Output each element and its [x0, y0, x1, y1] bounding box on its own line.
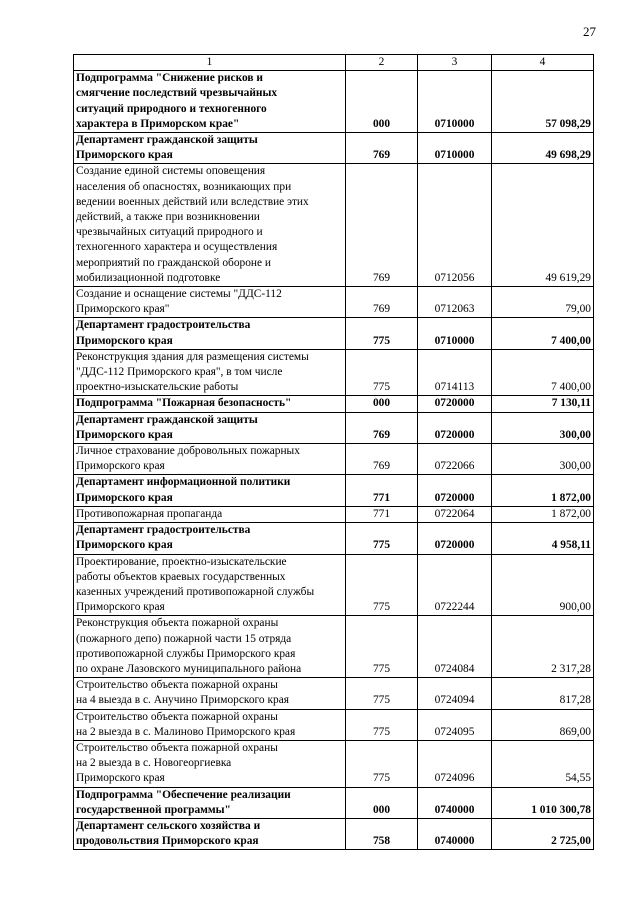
table-header-row — [74, 55, 594, 71]
table-row — [74, 287, 594, 318]
table-row — [74, 787, 594, 818]
row-amount: 57 098,29 — [492, 71, 594, 133]
table-row — [74, 412, 594, 443]
row-department-code: 000 — [346, 787, 418, 818]
row-description: Подпрограмма "Обеспечение реализации государственной программы" — [74, 787, 346, 818]
row-description: Реконструкция объекта пожарной охраны (пожарного депо) пожарной части 15 отряда противопожарной службы Приморского края по охране Лазовского муниципального района — [74, 616, 346, 678]
table-row — [74, 444, 594, 475]
row-description: Строительство объекта пожарной охраны на 4 выезда в с. Анучино Приморского края — [74, 678, 346, 709]
row-amount: 79,00 — [492, 287, 594, 318]
row-description: Проектирование, проектно-изыскательские работы объектов краевых государственных казенных учреждений противопожарной службы Приморского края — [74, 554, 346, 616]
row-department-code: 775 — [346, 554, 418, 616]
row-department-code: 775 — [346, 616, 418, 678]
header-col-3: 3 — [418, 55, 492, 71]
row-amount: 7 130,11 — [492, 396, 594, 412]
row-target-code: 0710000 — [418, 318, 492, 349]
table-row — [74, 678, 594, 709]
row-target-code: 0724095 — [418, 709, 492, 740]
row-amount: 300,00 — [492, 412, 594, 443]
row-amount: 869,00 — [492, 709, 594, 740]
row-description: Создание единой системы оповещения населения об опасностях, возникающих при ведении военных действий или вследствие этих действий, а также при возникновении чрезвычайных ситуаций природного и техногенного характера и осуществления мероприятий по гражданской обороне и мобилизационной подготовке — [74, 164, 346, 287]
row-target-code: 0720000 — [418, 523, 492, 554]
row-department-code: 000 — [346, 396, 418, 412]
table-row — [74, 523, 594, 554]
row-description: Департамент сельского хозяйства и продовольствия Приморского края — [74, 818, 346, 849]
row-department-code: 769 — [346, 444, 418, 475]
table-row — [74, 554, 594, 616]
budget-table — [73, 54, 594, 850]
table-row — [74, 71, 594, 133]
row-department-code: 769 — [346, 133, 418, 164]
row-amount: 49 698,29 — [492, 133, 594, 164]
row-target-code: 0724096 — [418, 740, 492, 787]
row-target-code: 0722244 — [418, 554, 492, 616]
row-amount: 7 400,00 — [492, 349, 594, 396]
row-description: Подпрограмма "Снижение рисков и смягчение последствий чрезвычайных ситуаций природного и техногенного характера в Приморском крае" — [74, 71, 346, 133]
table-row — [74, 349, 594, 396]
table-row — [74, 396, 594, 412]
row-department-code: 758 — [346, 818, 418, 849]
row-amount: 4 958,11 — [492, 523, 594, 554]
row-department-code: 775 — [346, 349, 418, 396]
table-row — [74, 164, 594, 287]
row-target-code: 0720000 — [418, 412, 492, 443]
table-row — [74, 740, 594, 787]
row-amount: 300,00 — [492, 444, 594, 475]
header-col-2: 2 — [346, 55, 418, 71]
row-department-code: 769 — [346, 164, 418, 287]
row-target-code: 0712056 — [418, 164, 492, 287]
table-row — [74, 709, 594, 740]
header-col-1: 1 — [74, 55, 346, 71]
row-description: Департамент градостроительства Приморского края — [74, 318, 346, 349]
row-amount: 1 872,00 — [492, 475, 594, 506]
row-amount: 817,28 — [492, 678, 594, 709]
table-row — [74, 133, 594, 164]
row-description: Строительство объекта пожарной охраны на 2 выезда в с. Новогеоргиевка Приморского края — [74, 740, 346, 787]
row-department-code: 769 — [346, 287, 418, 318]
row-department-code: 775 — [346, 740, 418, 787]
row-target-code: 0720000 — [418, 396, 492, 412]
row-amount: 54,55 — [492, 740, 594, 787]
row-target-code: 0740000 — [418, 787, 492, 818]
row-description: Реконструкция здания для размещения системы "ДДС-112 Приморского края", в том числе проектно-изыскательские работы — [74, 349, 346, 396]
row-target-code: 0722066 — [418, 444, 492, 475]
row-department-code: 775 — [346, 678, 418, 709]
row-target-code: 0710000 — [418, 71, 492, 133]
row-target-code: 0720000 — [418, 475, 492, 506]
table-row — [74, 318, 594, 349]
page-number: 27 — [583, 24, 596, 39]
row-description: Департамент гражданской защиты Приморского края — [74, 133, 346, 164]
row-department-code: 000 — [346, 71, 418, 133]
row-department-code: 775 — [346, 709, 418, 740]
row-description: Департамент гражданской защиты Приморского края — [74, 412, 346, 443]
row-amount: 900,00 — [492, 554, 594, 616]
row-description: Строительство объекта пожарной охраны на 2 выезда в с. Малиново Приморского края — [74, 709, 346, 740]
row-target-code: 0724084 — [418, 616, 492, 678]
row-amount: 1 872,00 — [492, 506, 594, 522]
row-department-code: 771 — [346, 475, 418, 506]
row-target-code: 0722064 — [418, 506, 492, 522]
row-description: Противопожарная пропаганда — [74, 506, 346, 522]
row-target-code: 0740000 — [418, 818, 492, 849]
table-row — [74, 506, 594, 522]
table-row — [74, 818, 594, 849]
row-description: Создание и оснащение системы "ДДС-112 Приморского края" — [74, 287, 346, 318]
row-department-code: 771 — [346, 506, 418, 522]
header-col-4: 4 — [492, 55, 594, 71]
row-description: Подпрограмма "Пожарная безопасность" — [74, 396, 346, 412]
row-department-code: 775 — [346, 523, 418, 554]
row-target-code: 0712063 — [418, 287, 492, 318]
row-description: Личное страхование добровольных пожарных Приморского края — [74, 444, 346, 475]
row-amount: 2 317,28 — [492, 616, 594, 678]
table-row — [74, 616, 594, 678]
row-amount: 49 619,29 — [492, 164, 594, 287]
row-description: Департамент информационной политики Приморского края — [74, 475, 346, 506]
row-department-code: 775 — [346, 318, 418, 349]
row-target-code: 0714113 — [418, 349, 492, 396]
row-target-code: 0724094 — [418, 678, 492, 709]
row-amount: 2 725,00 — [492, 818, 594, 849]
row-amount: 1 010 300,78 — [492, 787, 594, 818]
row-description: Департамент градостроительства Приморского края — [74, 523, 346, 554]
row-amount: 7 400,00 — [492, 318, 594, 349]
table-row — [74, 475, 594, 506]
row-target-code: 0710000 — [418, 133, 492, 164]
row-department-code: 769 — [346, 412, 418, 443]
